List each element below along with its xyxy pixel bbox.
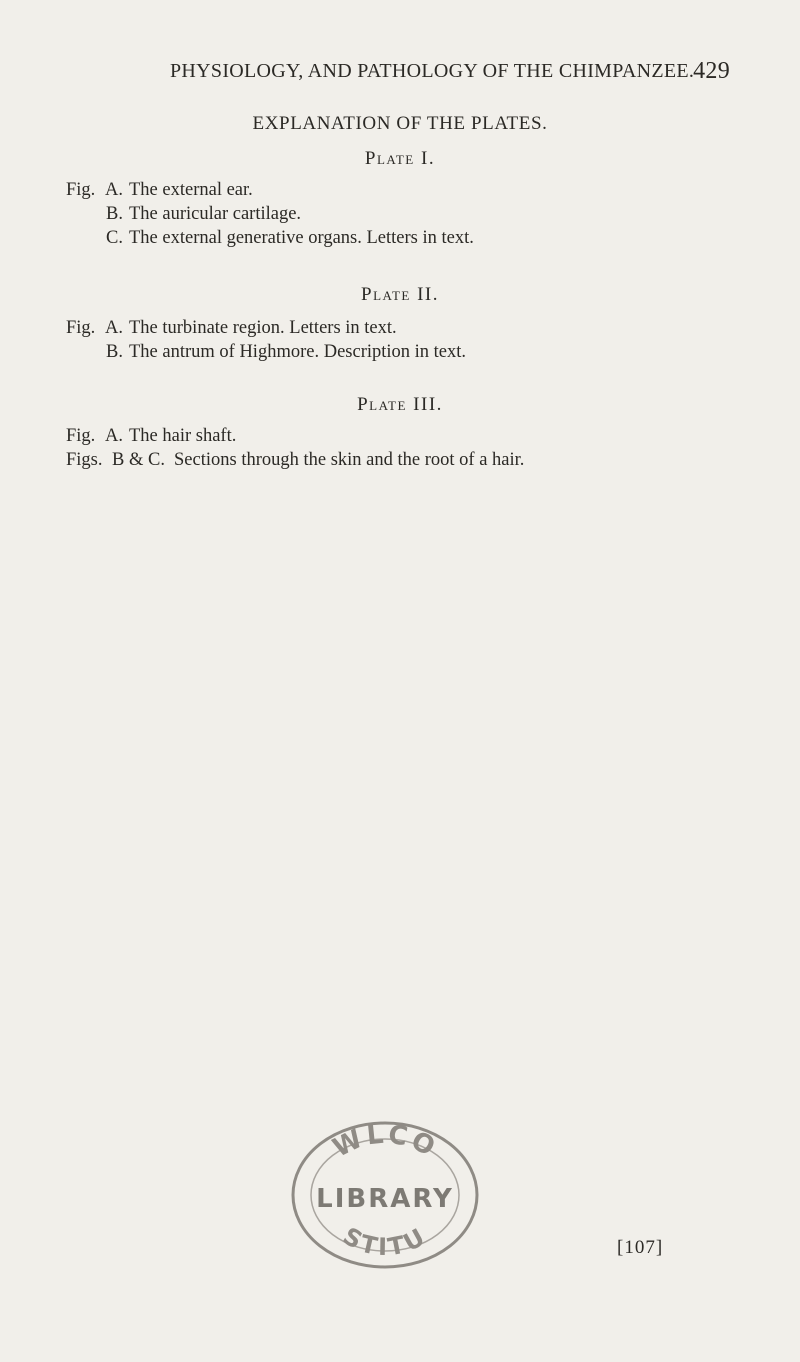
running-head-title: PHYSIOLOGY, AND PATHOLOGY OF THE CHIMPANZEE. — [170, 60, 695, 82]
library-stamp — [285, 1115, 485, 1275]
svg-text:WLCO — [328, 1120, 442, 1165]
plate-2-title: Plate II. — [361, 284, 439, 305]
footer-plate-number: [107] — [617, 1237, 664, 1258]
plate-1-entry-b-text: The auricular cartilage. — [129, 204, 302, 224]
plate-3-entry-a-prefix: Fig. — [66, 426, 96, 446]
plate-3-entry-bc-prefix: Figs. — [66, 450, 103, 470]
plate-1-entry-b-letter: B. — [106, 204, 123, 224]
plate-1-entry-a-letter: A. — [105, 180, 123, 200]
page-number: 429 — [693, 58, 730, 84]
plate-2-entry-b-text: The antrum of Highmore. Description in text. — [129, 342, 467, 362]
plate-2-entry-a-text: The turbinate region. Letters in text. — [129, 318, 397, 338]
plate-1-entry-c-letter: C. — [106, 228, 123, 248]
plate-3-entry-a-text: The hair shaft. — [129, 426, 237, 446]
plate-3-entry-bc-letter: B & C. — [112, 450, 165, 470]
svg-text:STITU — [338, 1222, 432, 1262]
stamp-center-text: LIBRARY — [316, 1184, 454, 1214]
plate-3-title: Plate III. — [357, 394, 443, 415]
plate-3-entry-a-letter: A. — [105, 426, 123, 446]
stamp-bottom-text: STITU — [338, 1221, 432, 1262]
plate-3-entry-bc-text: Sections through the skin and the root of a hair. — [174, 450, 525, 470]
entry-prefix: Fig. — [66, 180, 96, 200]
library-stamp-seal — [285, 1115, 485, 1275]
plate-2-entry-b-letter: B. — [106, 342, 123, 362]
stamp-top-text: WLCO — [328, 1119, 443, 1165]
plate-1-title: Plate I. — [364, 148, 436, 169]
plate-2-entry-a-prefix: Fig. — [66, 318, 96, 338]
plate-1-entry-c-text: The external generative organs. Letters in text. — [129, 228, 474, 248]
plate-2-entry-a-letter: A. — [105, 318, 123, 338]
section-heading: EXPLANATION OF THE PLATES. — [252, 113, 548, 134]
plate-1-entry-a-text: The external ear. — [129, 180, 253, 200]
